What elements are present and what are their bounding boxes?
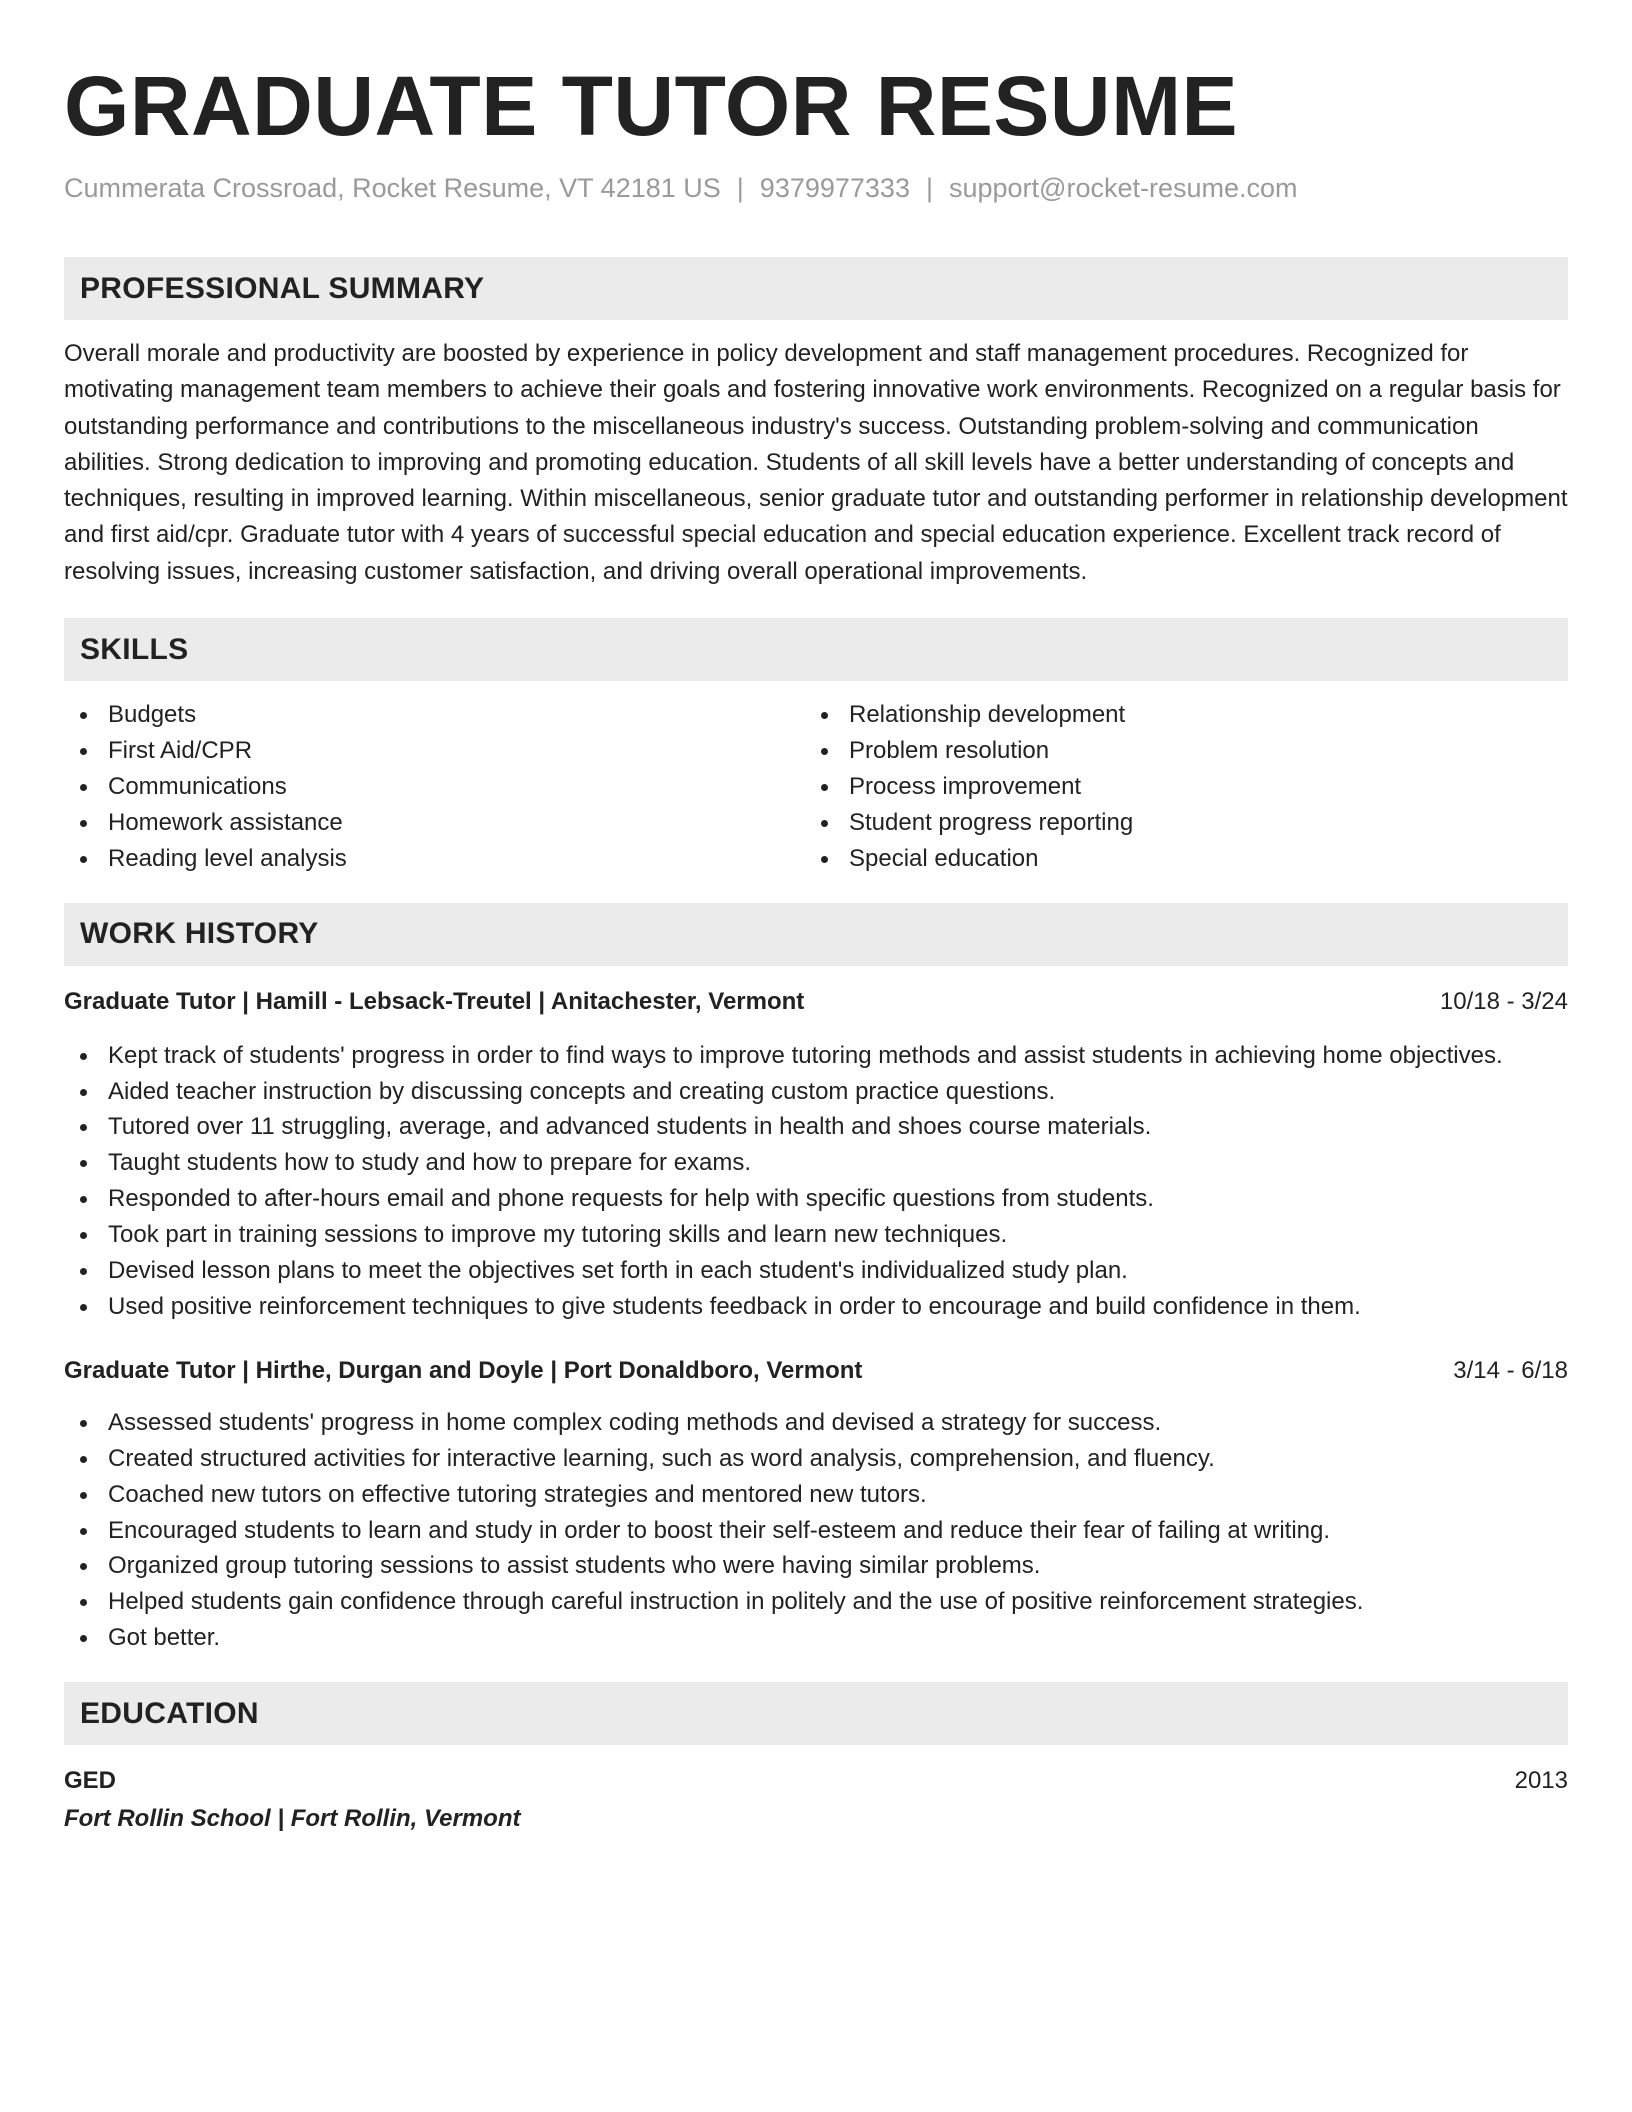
skill-label: Homework assistance [108, 808, 343, 836]
bullet-icon [80, 1053, 87, 1060]
bullet-icon [821, 712, 828, 719]
job-bullet [64, 1513, 1568, 1549]
skill-label: Problem resolution [849, 736, 1050, 764]
job-bullet [64, 1181, 1568, 1217]
job-bullet-text: Got better. [108, 1624, 221, 1652]
skills-column-left [64, 697, 805, 877]
contact-phone: 9379977333 [759, 173, 910, 203]
job-bullet-text: Coached new tutors on effective tutoring strategies and mentored new tutors. [108, 1480, 927, 1508]
job-bullet-text: Encouraged students to learn and study in order to boost their self-esteem and reduce their fear of failing at writing. [108, 1516, 1331, 1544]
job-bullet [64, 1548, 1568, 1584]
job-bullet [64, 1217, 1568, 1253]
skill-label: Student progress reporting [849, 808, 1134, 836]
job-bullet-text: Devised lesson plans to meet the objectives set forth in each student's individualized study plan. [108, 1257, 1128, 1285]
job-bullet-text: Responded to after-hours email and phone requests for help with specific questions from students. [108, 1185, 1154, 1213]
contact-separator: | [925, 173, 933, 203]
job-bullet [64, 1477, 1568, 1513]
skill-label: Reading level analysis [108, 844, 347, 872]
bullet-icon [80, 1089, 87, 1096]
job-bullet-text: Took part in training sessions to improve my tutoring skills and learn new techniques. [108, 1221, 1008, 1249]
bullet-icon [80, 1124, 87, 1131]
skill-item [805, 697, 1546, 733]
job-bullet-text: Created structured activities for interactive learning, such as word analysis, comprehension, and fluency. [108, 1444, 1215, 1472]
skill-item [805, 769, 1546, 805]
job-dates: 3/14 - 6/18 [1453, 1356, 1568, 1384]
skill-item [805, 805, 1546, 841]
job-bullet [64, 1074, 1568, 1110]
bullet-icon [80, 712, 87, 719]
bullet-icon [80, 1304, 87, 1311]
skill-item [64, 841, 805, 877]
bullet-icon [80, 820, 87, 827]
education-entry [64, 1763, 1568, 1799]
bullet-icon [80, 1528, 87, 1535]
skill-label: Process improvement [849, 772, 1082, 800]
skill-item [805, 733, 1546, 769]
job-dates: 10/18 - 3/24 [1439, 987, 1568, 1015]
skill-item [64, 697, 805, 733]
summary-text: Overall morale and productivity are boosted by experience in policy development and staff management procedures. Recognized for motivating management team members to achieve their goals and fostering innovative work environments. Recognized on a regular basis for outstanding performance and contributions to the miscellaneous industry's success. Outstanding problem-solving and communication abilities. Strong dedication to improving and promoting education. Students of all skill levels have a better understanding of concepts and techniques, resulting in improved learning. Within miscellaneous, senior graduate tutor and outstanding performer in relationship development and first aid/cpr. Graduate tutor with 4 years of successful special education and special education experience. Excellent track record of resolving issues, increasing customer satisfaction, and driving overall operational improvements. [64, 340, 1568, 585]
job-title: Graduate Tutor | Hamill - Lebsack-Treutel | Anitachester, Vermont [64, 987, 805, 1015]
bullet-icon [80, 784, 87, 791]
bullet-icon [80, 748, 87, 755]
resume-title: GRADUATE TUTOR RESUME [64, 59, 1239, 153]
bullet-icon [80, 1635, 87, 1642]
job-entry [64, 1353, 1568, 1656]
education-degree: GED [64, 1767, 117, 1795]
job-header [64, 1353, 1568, 1389]
job-bullet [64, 1620, 1568, 1656]
bullet-icon [80, 1599, 87, 1606]
contact-separator: | [736, 173, 744, 203]
section-header-skills: SKILLS [64, 618, 1568, 681]
education-year: 2013 [1514, 1767, 1568, 1795]
job-bullet [64, 1405, 1568, 1441]
contact-email: support@rocket-resume.com [948, 173, 1298, 203]
skill-label: First Aid/CPR [108, 736, 253, 764]
section-header-work-history: WORK HISTORY [64, 903, 1568, 966]
contact-line [64, 170, 1568, 206]
bullet-icon [80, 1456, 87, 1463]
section-header-education: EDUCATION [64, 1682, 1568, 1745]
bullet-icon [80, 1563, 87, 1570]
bullet-icon [80, 1196, 87, 1203]
job-bullet-text: Helped students gain confidence through careful instruction in politely and the use of positive reinforcement strategies. [108, 1588, 1364, 1616]
skill-label: Communications [108, 772, 287, 800]
skill-item [64, 733, 805, 769]
bullet-icon [80, 1160, 87, 1167]
bullet-icon [821, 856, 828, 863]
bullet-icon [80, 1420, 87, 1427]
bullet-icon [821, 784, 828, 791]
job-bullet [64, 1109, 1568, 1145]
section-header-summary: PROFESSIONAL SUMMARY [64, 257, 1568, 320]
job-bullet-text: Taught students how to study and how to prepare for exams. [108, 1149, 752, 1177]
skill-item [64, 805, 805, 841]
bullet-icon [80, 1492, 87, 1499]
job-entry [64, 984, 1568, 1325]
bullet-icon [80, 1268, 87, 1275]
bullet-icon [80, 856, 87, 863]
education-school: Fort Rollin School | Fort Rollin, Vermont [64, 1805, 521, 1833]
bullet-icon [80, 1232, 87, 1239]
job-bullet-text: Kept track of students' progress in order to find ways to improve tutoring methods and assist students in achieving home objectives. [108, 1041, 1503, 1069]
job-header [64, 984, 1568, 1020]
job-bullet-text: Tutored over 11 struggling, average, and advanced students in health and shoes course materials. [108, 1113, 1152, 1141]
job-bullets [64, 1405, 1568, 1656]
job-bullet-text: Aided teacher instruction by discussing concepts and creating custom practice questions. [108, 1077, 1056, 1105]
job-bullet [64, 1584, 1568, 1620]
skill-item [805, 841, 1546, 877]
job-bullet [64, 1253, 1568, 1289]
skill-label: Relationship development [849, 701, 1126, 729]
job-title: Graduate Tutor | Hirthe, Durgan and Doyle | Port Donaldboro, Vermont [64, 1356, 863, 1384]
job-bullet-text: Organized group tutoring sessions to assist students who were having similar problems. [108, 1552, 1041, 1580]
bullet-icon [821, 820, 828, 827]
job-bullet [64, 1289, 1568, 1325]
skill-label: Special education [849, 844, 1039, 872]
skill-item [64, 769, 805, 805]
bullet-icon [821, 748, 828, 755]
skills-column-right [805, 697, 1546, 877]
job-bullet [64, 1441, 1568, 1477]
skill-label: Budgets [108, 701, 197, 729]
job-bullet [64, 1038, 1568, 1074]
job-bullet-text: Used positive reinforcement techniques to give students feedback in order to encourage and build confidence in them. [108, 1292, 1361, 1320]
job-bullet-text: Assessed students' progress in home complex coding methods and devised a strategy for success. [108, 1408, 1162, 1436]
contact-address: Cummerata Crossroad, Rocket Resume, VT 42181 US [64, 173, 721, 203]
job-bullet [64, 1145, 1568, 1181]
skills-grid [64, 697, 1568, 877]
job-bullets [64, 1038, 1568, 1325]
